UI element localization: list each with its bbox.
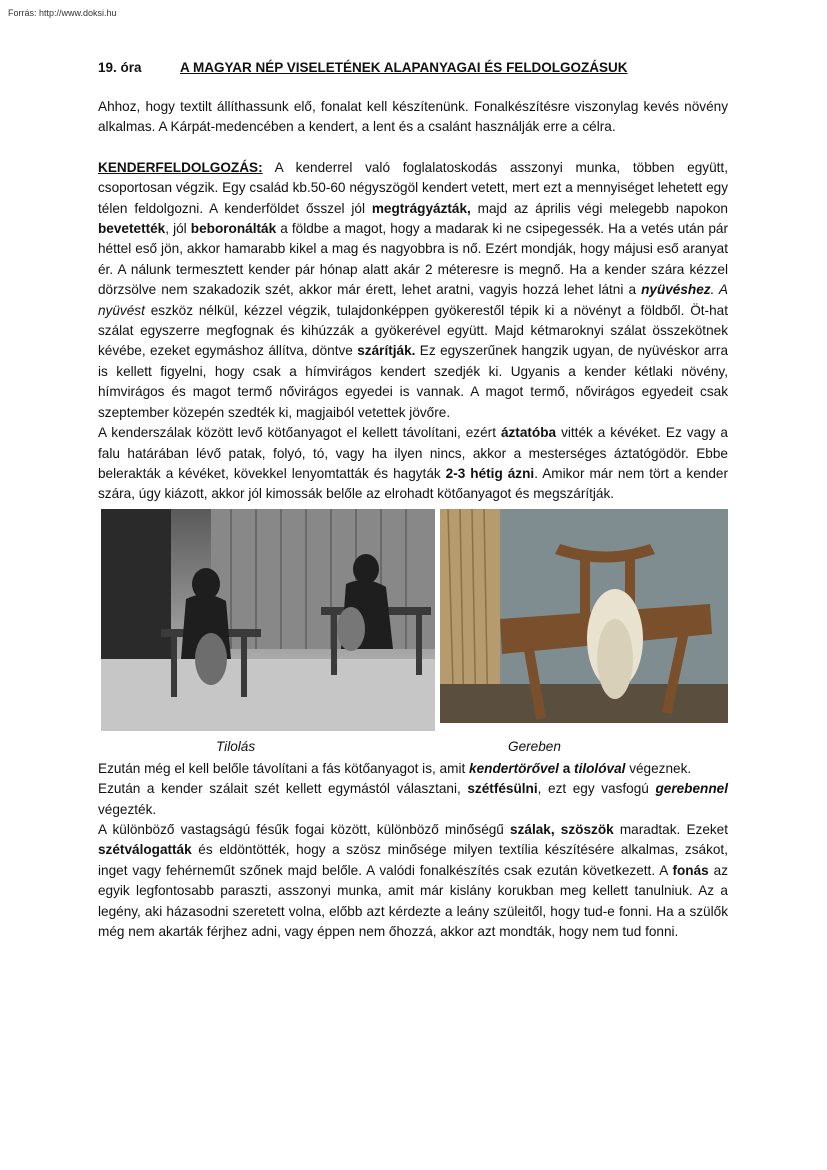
bold-italic-term: gerebennel (655, 781, 728, 797)
text-run: A kenderrel való foglalatoskodás asszonyi munka, többen együtt, csoportosan végzik. Egy család kb.50-60 négyszögöl kendert vetett, mert ezt a mennyiséget lehetett egy télen feldolgozni. A kenderföldet ősszel jól (98, 159, 728, 216)
text-run: . Amikor már nem tört a kender szára, úgy kiázott, akkor jól kimossák belőle az elrohadt kötőanyagot és megszárítják. (98, 465, 728, 502)
bold-term: szárítják. (357, 343, 416, 359)
text-run: , ezt egy vasfogú (537, 781, 656, 797)
text-run: az egyik legfontosabb paraszti, asszonyi munka, amit már kislány korukban meg kellett tanulniuk. Az a legény, aki házasodni szeretett volna, előbb azt kérdezte a leány szüleitől, hogy tud-e fonni. Ha a szülők még nem akarták férjhez adni, vagy éppen nem őhozzá, akkor azt mondták, hogy nem tud fonni. (98, 862, 728, 939)
text-run: végezték. (98, 801, 157, 817)
bold-term: bevetették (98, 221, 166, 237)
text-run: A különböző vastagságú fésűk fogai között, különböző minőségű (98, 821, 511, 837)
retting-paragraph (98, 423, 728, 505)
scutching-photo (101, 509, 435, 731)
combing-paragraph (98, 779, 728, 820)
bold-term: megtrágyázták, (371, 200, 471, 216)
intro-paragraph: Ahhoz, hogy textilt állíthassunk elő, fonalat kell készítenünk. Fonalkészítésre viszonylag kevés növény alkalmas. A Kárpát-medencében a kendert, a lent és a csalánt használják erre a célra. (98, 99, 728, 135)
page-heading (98, 60, 728, 75)
bold-term: szétfésülni (467, 781, 538, 797)
bold-italic-term: kendertörővel (469, 760, 559, 776)
italic-term: . A nyüvést (98, 282, 728, 318)
bold-italic-term: nyüvéshez (641, 282, 711, 298)
bold-term: szétválogatták (98, 842, 192, 858)
photo-row (98, 509, 728, 759)
hackle-photo (440, 509, 728, 723)
text-run: eszköz nélkül, kézzel végzik, tulajdonképpen gyökerestől tépik ki a növényt a földből. Öt-hat szálat egyszerre megfognak és kihúzzák a gyökerével együtt. Majd kétmaroknyi szálat összekötnek kévébe, ezeket egymáshoz állítva, döntve (98, 302, 728, 359)
bold-term: 2-3 hétig ázni (445, 465, 535, 481)
bold-italic-term: tilolóval (574, 760, 626, 776)
text-run: vitték a kévéket. Ez vagy a falu határában lévő patak, folyó, tó, vagy ha ilyen nincs, akkor a mesterséges áztatógödör. Ebbe belerakták a kévéket, kövekkel lenyomtatták és hagyták (98, 425, 728, 481)
spinning-paragraph (98, 820, 728, 942)
bold-term: szálak, szöszök (510, 821, 614, 837)
text-run: a földbe a magot, hogy a madarak ki ne csipegessék. Ha a vetés után pár héttel eső jön, akkor hamarabb kikel a mag és nagyobbra is nő. Ezért mondják, hogy májusi eső aranyat ér. A nálunk termesztett kender pár hónap alatt akár 2 méteresre is megnő. Ha a kender szára kézzel dörzsölve nem szakadozik szét, akkor már érett, lehet aratni, vagyis hozzá lehet látni a (98, 221, 728, 298)
text-run: Ez egyszerűnek hangzik ugyan, de nyüvéskor arra is kellett figyelni, hogy csak a hímvirágos kendert szedjék ki. Ugyanis a kender kétlaki növény, hímvirágos és magot termő nővirágos egyedei is vannak. A magot termő, nővirágos egyedeit csak szeptember közepén szedték ki, magjaiból vetettek jövőre. (98, 343, 729, 420)
text-run: Ezután a kender szálait szét kellett egymástól választani, (98, 781, 468, 797)
lesson-number: 19. óra (98, 60, 142, 75)
text-run: A kenderszálak között levő kötőanyagot el kellett távolítani, ezért (98, 425, 501, 441)
bold-term: beboronálták (190, 221, 277, 237)
text-run: maradtak. Ezeket (613, 821, 729, 837)
document-page (98, 60, 728, 942)
text-run: végeznek. (625, 760, 692, 776)
text-run: majd az április végi melegebb napokon (470, 200, 728, 216)
caption-hackle: Gereben (508, 738, 561, 754)
bold-term: fonás (672, 862, 709, 878)
hemp-processing-paragraph (98, 158, 728, 423)
text-run: , jól (165, 221, 191, 237)
text-run: és eldöntötték, hogy a szösz minősége milyen textília készítésére alkalmas, zsákot, inget vagy fehérneműt szőnek majd belőle. A valódi fonalkészítés csak ezután következett. A (98, 842, 728, 878)
bold-term: a (558, 760, 575, 776)
breaking-paragraph (98, 759, 728, 779)
page-title: A MAGYAR NÉP VISELETÉNEK ALAPANYAGAI ÉS FELDOLGOZÁSUK (180, 60, 628, 75)
text-run: Ezután még el kell belőle távolítani a fás kötőanyagot is, amit (98, 760, 470, 776)
source-note: Forrás: http://www.doksi.hu (8, 8, 117, 18)
caption-scutching: Tilolás (216, 738, 256, 754)
bold-term: áztatóba (500, 425, 557, 441)
section-label: KENDERFELDOLGOZÁS: (98, 159, 263, 175)
